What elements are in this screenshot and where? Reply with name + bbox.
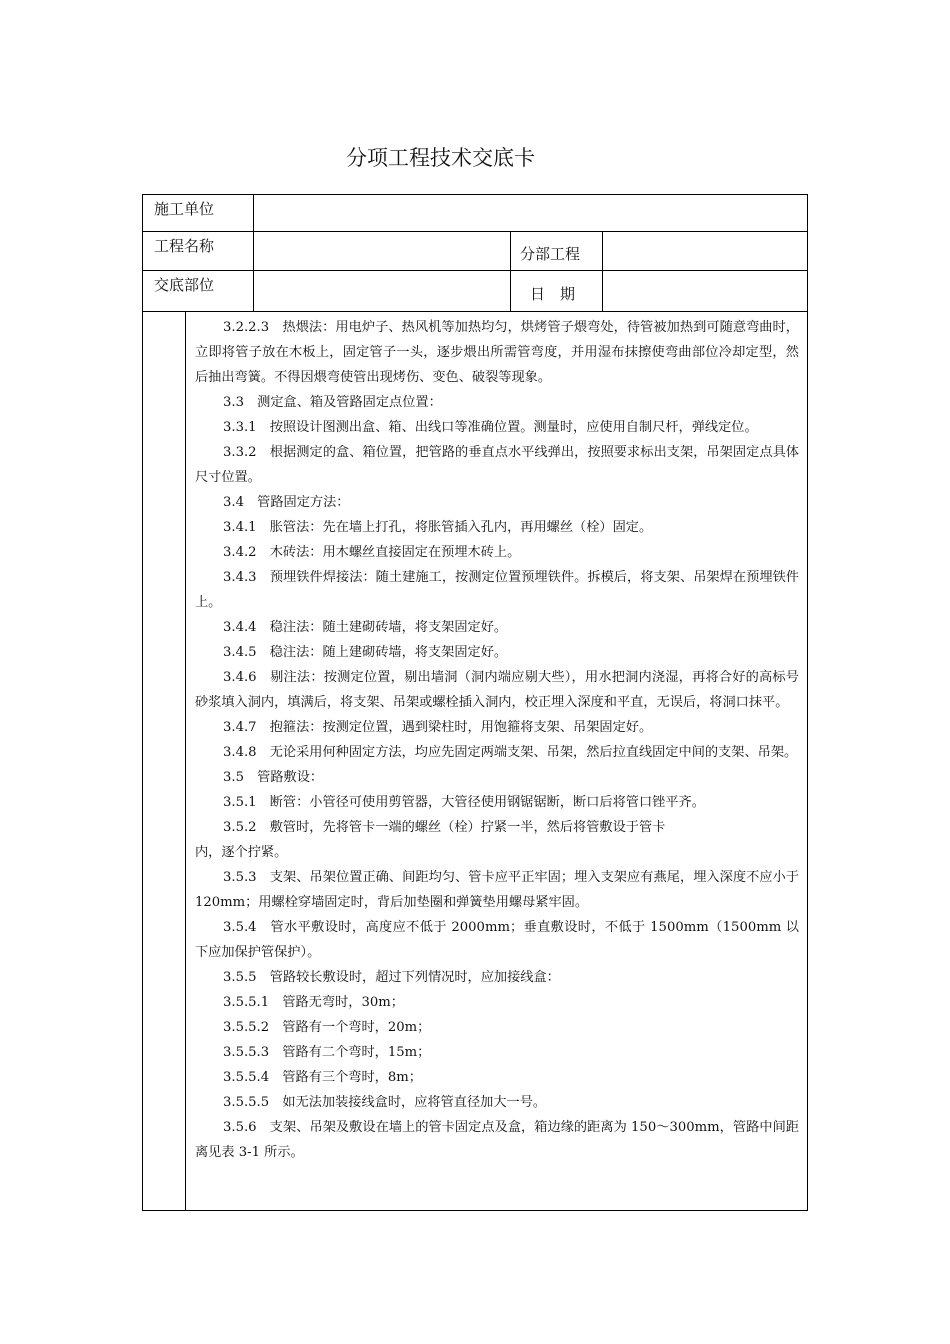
content-divider (185, 311, 186, 1211)
paragraph: 3.5.4 管水平敷设时，高度应不低于 2000mm；垂直敷设时，不低于 1500mm（1500mm 以下应加保护管保护）。 (195, 920, 799, 960)
page-title: 分项工程技术交底卡 (346, 146, 535, 170)
header-divider (510, 231, 511, 312)
location-label: 交底部位 (154, 276, 215, 294)
project-label: 工程名称 (154, 237, 215, 255)
paragraph: 3.5.5.3 管路有二个弯时，15m； (223, 1045, 431, 1060)
header-table (142, 194, 808, 312)
content-text (195, 315, 799, 1165)
paragraph: 3.3.2 根据测定的盒、箱位置，把管路的垂直点水平线弹出，按照要求标出支架，吊架固定点具体尺寸位置。 (195, 445, 799, 485)
paragraph: 3.4.4 稳注法：随土建砌砖墙，将支架固定好。 (223, 620, 508, 635)
paragraph: 3.5.5.5 如无法加装接线盒时，应将管直径加大一号。 (223, 1095, 547, 1110)
paragraph: 3.2.2.3 热煨法：用电炉子、热风机等加热均匀，烘烤管子煨弯处，待管被加热到可随意弯曲时，立即将管子放在木板上，固定管子一头，逐步煨出所需管弯度，并用湿布抹擦使弯曲部位冷却定型，然后抽出弯簧。不得因煨弯使管出现烤伤、变色、破裂等现象。 (195, 320, 799, 385)
paragraph: 3.5 管路敷设： (223, 770, 324, 785)
paragraph: 3.4.7 抱箍法：按测定位置，遇到梁柱时，用饱箍将支架、吊架固定好。 (223, 720, 653, 735)
paragraph: 3.4.3 预埋铁件焊接法：随土建施工，按测定位置预埋铁件。拆模后，将支架、吊架焊在预埋铁件上。 (195, 570, 799, 610)
paragraph: 3.5.2 敷管时，先将管卡一端的螺丝（栓）拧紧一半，然后将管敷设于管卡 (223, 820, 666, 835)
paragraph: 内，逐个拧紧。 (195, 845, 288, 860)
header-divider (253, 194, 254, 312)
paragraph: 3.4.6 剔注法：按测定位置，剔出墙洞（洞内端应剔大些），用水把洞内浇湿，再将合好的高标号砂浆填入洞内，填满后，将支架、吊架或螺栓插入洞内，校正埋入深度和平直，无误后，将洞口抹平。 (195, 670, 799, 710)
paragraph: 3.4.1 胀管法：先在墙上打孔，将胀管插入孔内，再用螺丝（栓）固定。 (223, 520, 653, 535)
header-divider (142, 270, 808, 271)
paragraph: 3.5.1 断管：小管径可使用剪管器，大管径使用钢锯锯断，断口后将管口锉平齐。 (223, 795, 705, 810)
paragraph: 3.4.8 无论采用何种固定方法，均应先固定两端支架、吊架，然后拉直线固定中间的支架、吊架。 (223, 745, 798, 760)
header-divider (602, 231, 603, 312)
paragraph: 3.4 管路固定方法： (223, 495, 350, 510)
header-divider (142, 231, 808, 232)
paragraph: 3.4.2 木砖法：用木螺丝直接固定在预埋木砖上。 (223, 545, 521, 560)
paragraph: 3.4.5 稳注法：随上建砌砖墙，将支架固定好。 (223, 645, 508, 660)
paragraph: 3.5.6 支架、吊架及敷设在墙上的管卡固定点及盒，箱边缘的距离为 150～300mm，管路中间距离见表 3-1 所示。 (195, 1120, 799, 1160)
paragraph: 3.5.5.4 管路有三个弯时，8m； (223, 1070, 422, 1085)
paragraph: 3.5.5.2 管路有一个弯时，20m； (223, 1020, 431, 1035)
unit-label: 施工单位 (154, 200, 215, 218)
paragraph: 3.5.5 管路较长敷设时，超过下列情况时，应加接线盒： (223, 970, 560, 985)
paragraph: 3.3.1 按照设计图测出盒、箱、出线口等准确位置。测量时，应使用自制尺杆，弹线定位。 (223, 420, 758, 435)
paragraph: 3.3 测定盒、箱及管路固定点位置： (223, 395, 442, 410)
paragraph: 3.5.5.1 管路无弯时，30m； (223, 995, 404, 1010)
date-label: 日 期 (530, 285, 576, 303)
paragraph: 3.5.3 支架、吊架位置正确、间距均匀、管卡应平正牢固；埋入支架应有燕尾，埋入深度不应小于 120mm；用螺栓穿墙固定时，背后加垫圈和弹簧垫用螺母紧牢固。 (195, 870, 799, 910)
subproject-label: 分部工程 (520, 245, 581, 263)
